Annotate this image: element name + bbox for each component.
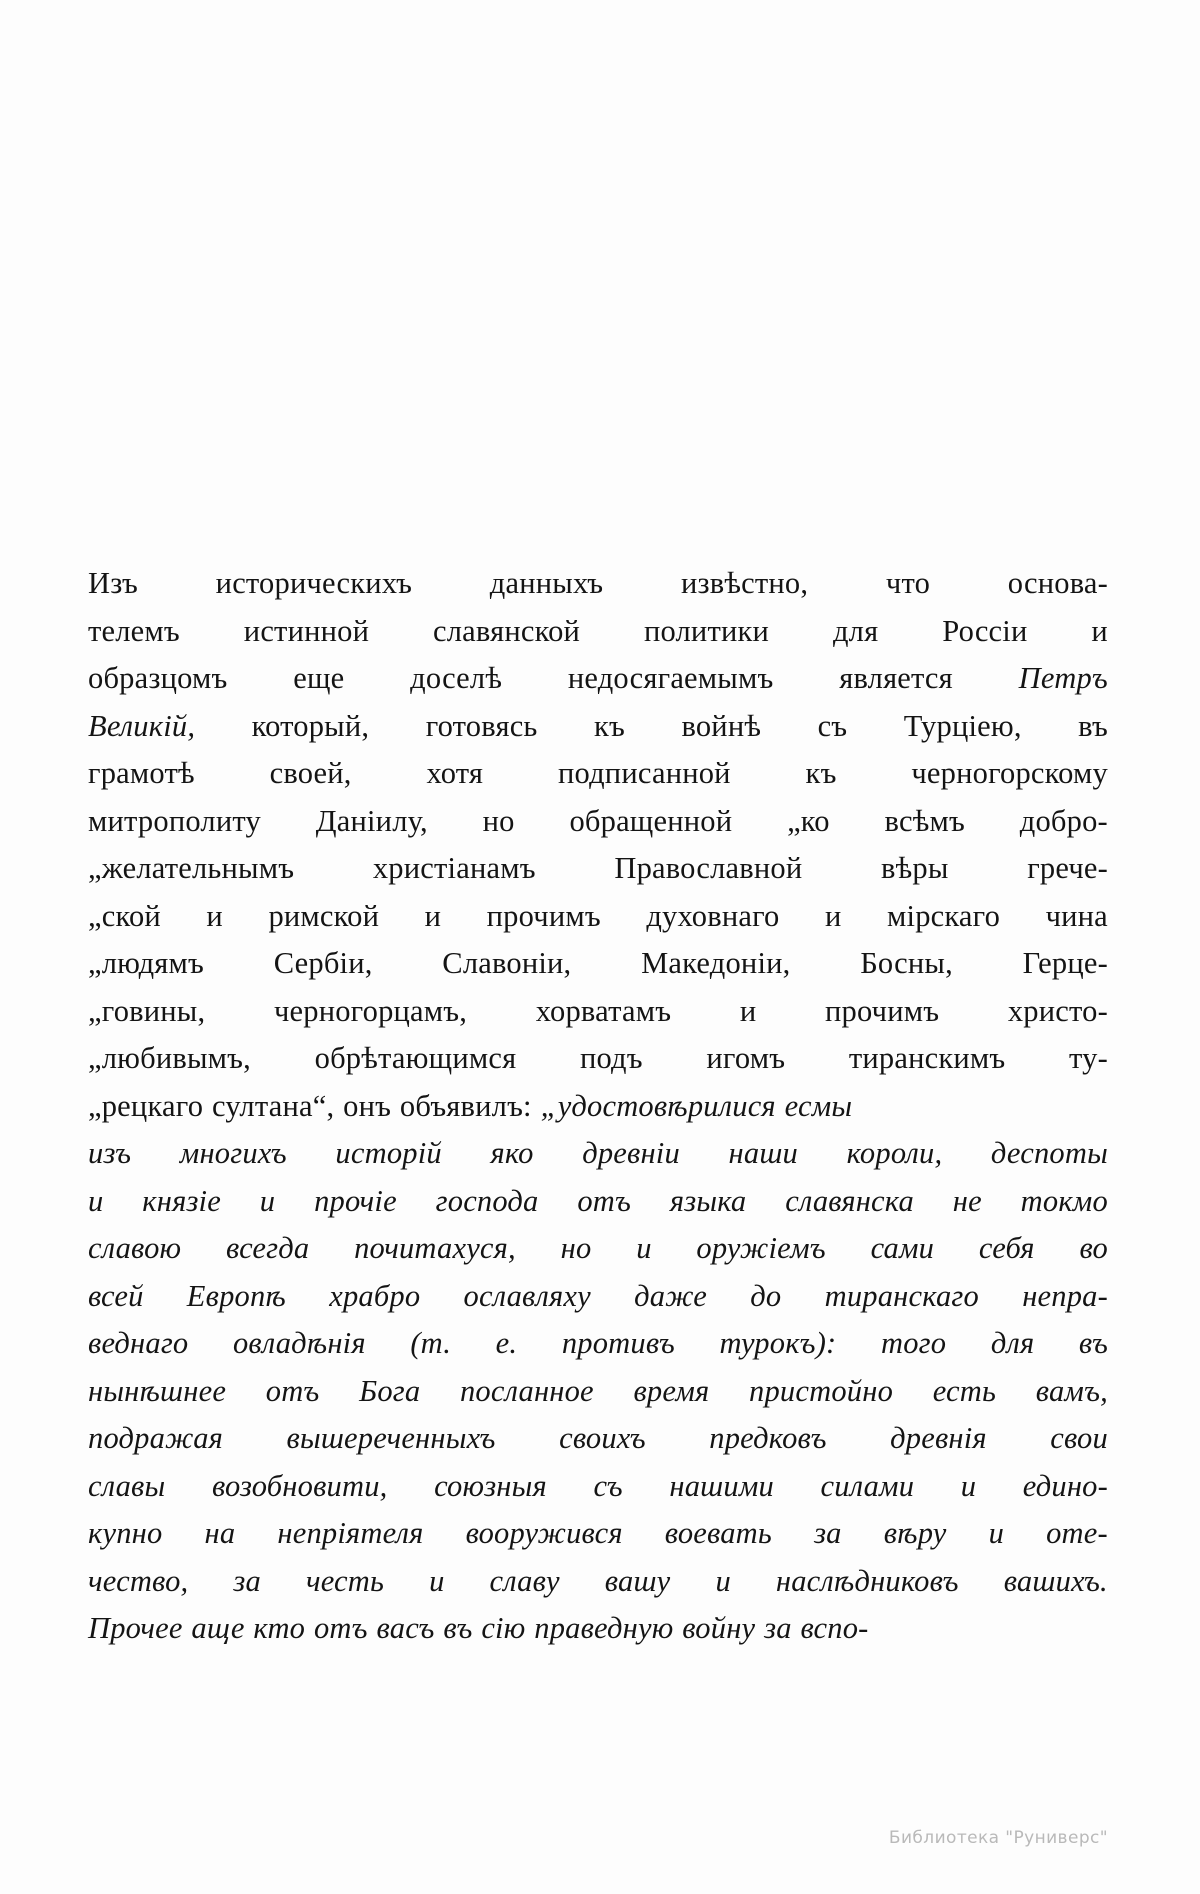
- text-line: Изъ историческихъ данныхъ извѣстно, что основа-: [88, 566, 1108, 600]
- text-line: и князіе и прочіе господа отъ языка славянска не токмо: [88, 1183, 1108, 1218]
- text-line: митрополиту Даніилу, но обращенной „ко всѣмъ добро-: [88, 803, 1108, 838]
- body-text: [88, 560, 1108, 1653]
- library-watermark: Библиотека "Руниверс": [888, 1828, 1108, 1848]
- text-line: „любивымъ, обрѣтающимся подъ игомъ тиранскимъ ту-: [88, 1041, 1108, 1075]
- text-line: „ской и римской и прочимъ духовнаго и мірскаго чина: [88, 898, 1108, 933]
- text-line: славою всегда почитахуся, но и оружіемъ сами себя во: [88, 1231, 1108, 1265]
- text-line: купно на непріятеля вооружився воевать за вѣру и оте-: [88, 1516, 1108, 1550]
- text-line: „говины, черногорцамъ, хорватамъ и прочимъ христо-: [88, 993, 1108, 1028]
- text-line: телемъ истинной славянской политики для Россіи и: [88, 613, 1108, 648]
- text-line: Великій, который, готовясь къ войнѣ съ Турціею, въ: [88, 708, 1108, 743]
- text-line: нынѣшнее отъ Бога посланное время пристойно есть вамъ,: [88, 1373, 1108, 1408]
- text-line: „людямъ Сербіи, Славоніи, Македоніи, Босны, Герце-: [88, 946, 1108, 980]
- text-line: подражая вышереченныхъ своихъ предковъ древнія свои: [88, 1421, 1108, 1455]
- text-line: всей Европѣ храбро ославляху даже до тиранскаго непра-: [88, 1278, 1108, 1313]
- text-line: славы возобновити, союзныя съ нашими силами и едино-: [88, 1468, 1108, 1503]
- text-line-with-quote-start: „рецкаго султана“, онъ объявилъ: „удостовѣрилися есмы: [88, 1088, 853, 1123]
- text-line: „желательнымъ христіанамъ Православной вѣры грече-: [88, 851, 1108, 885]
- text-line: чество, за честь и славу вашу и наслѣдниковъ вашихъ.: [88, 1563, 1108, 1598]
- text-line: грамотѣ своей, хотя подписанной къ черногорскому: [88, 756, 1108, 790]
- text-line: веднаго овладѣнія (т. е. противъ турокъ): того для въ: [88, 1326, 1108, 1360]
- paragraph-historical-note: [88, 560, 1108, 1130]
- paragraph-quotation: [88, 1130, 1108, 1653]
- text-line: Прочее аще кто отъ васъ въ сію праведную войну за вспо-: [88, 1611, 869, 1645]
- text-line: образцомъ еще доселѣ недосягаемымъ является Петръ: [88, 661, 1108, 695]
- text-line: изъ многихъ исторій яко древніи наши короли, деспоты: [88, 1136, 1108, 1170]
